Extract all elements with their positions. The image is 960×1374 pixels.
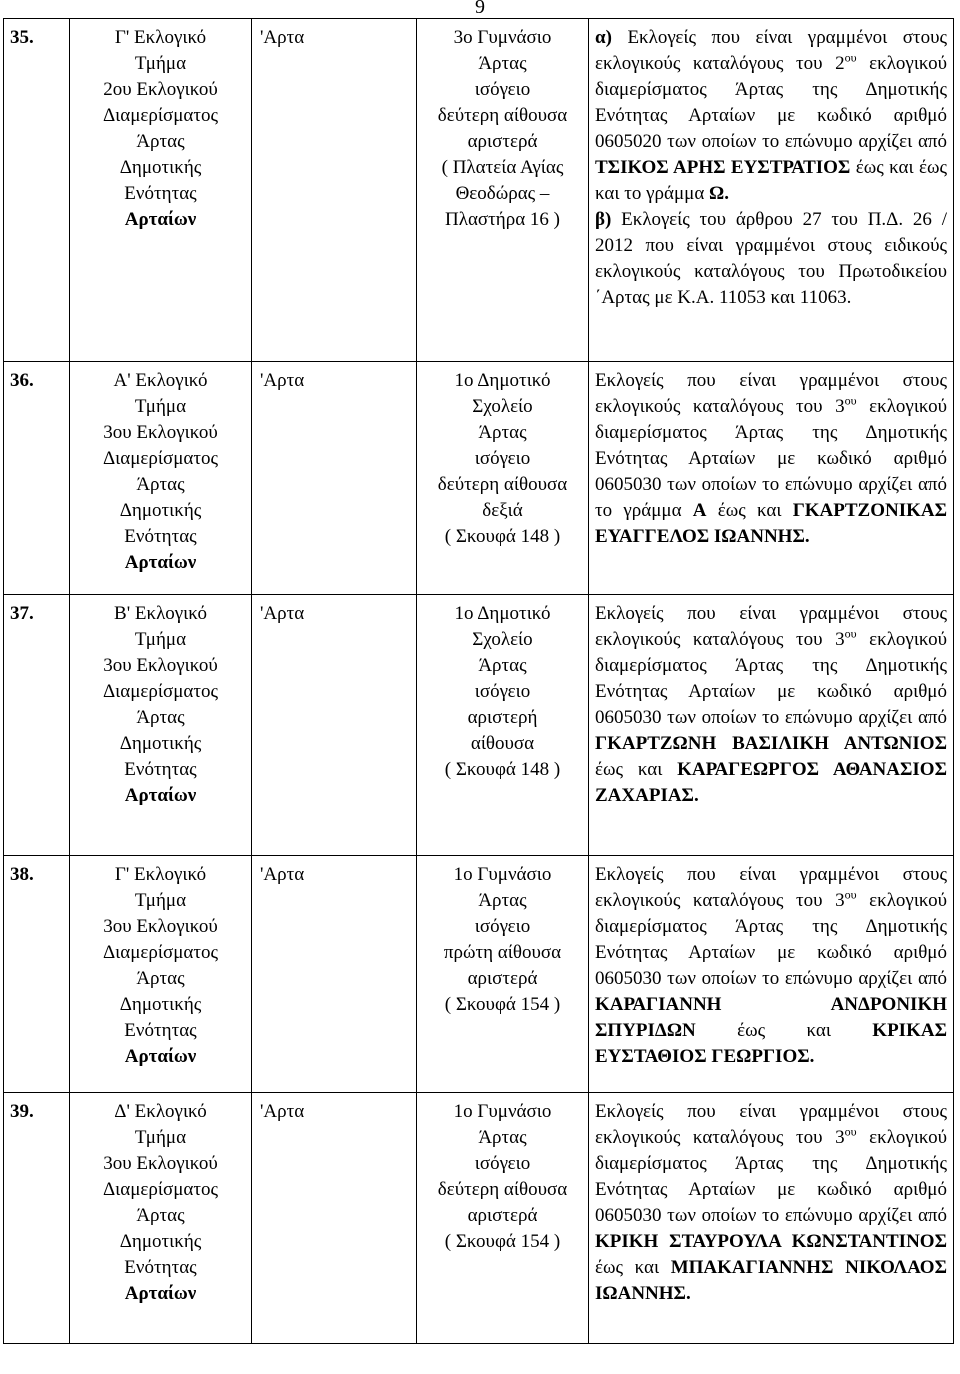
row-number: 36. [4, 362, 70, 595]
surname-from: ΤΣΙΚΟΣ ΑΡΗΣ ΕΥΣΤΡΑΤΙΟΣ [595, 157, 851, 178]
polling-location [417, 19, 589, 362]
town: 'Αρτα [252, 1093, 417, 1344]
voters-description [589, 856, 954, 1093]
location-line: Άρτας [478, 655, 527, 676]
location-line: ισόγειο [474, 916, 531, 937]
location-line: ( Σκουφά 154 ) [444, 994, 561, 1015]
desc-text: εκλογικού διαμερίσματος Άρτας της Δημοτικής Ενότητας Αρταίων με κωδικό αριθμό 0605030 των οποίων το επώνυμο αρχίζει από το γράμμα [595, 396, 947, 521]
section-line: Άρτας [136, 707, 185, 728]
section-line: 3ου Εκλογικού [103, 1153, 218, 1174]
section-line: 2ου Εκλογικού [103, 79, 218, 100]
location-line: Σχολείο [472, 396, 533, 417]
voters-description [589, 19, 954, 362]
location-line: ( Σκουφά 148 ) [444, 759, 561, 780]
desc-text: έως και [737, 1020, 831, 1041]
town: 'Αρτα [252, 362, 417, 595]
section-line: Γ' Εκλογικό [114, 27, 207, 48]
section-line: 3ου Εκλογικού [103, 655, 218, 676]
location-line: 1ο Γυμνάσιο [453, 864, 552, 885]
ordinal-suffix: ου [844, 626, 857, 641]
section-line: Τμήμα [134, 1127, 187, 1148]
surname-to: ΓΚΑΡΤΖΟΝΙΚΑΣ ΕΥΑΓΓΕΛΟΣ ΙΩΑΝΝΗΣ. [595, 500, 948, 547]
surname-from: Α [692, 500, 707, 521]
location-line: αριστερά [467, 131, 538, 152]
section-line: 3ου Εκλογικού [103, 916, 218, 937]
location-line: 1ο Δημοτικό [454, 603, 551, 624]
location-line: Πλαστήρα 16 ) [445, 209, 560, 230]
section-line: Δημοτικής [119, 994, 202, 1015]
desc-text: έως και [595, 759, 663, 780]
town: 'Αρτα [252, 595, 417, 856]
location-line: ( Σκουφά 154 ) [444, 1231, 561, 1252]
location-line: αίθουσα [470, 733, 535, 754]
section-line: Δ' Εκλογικό [114, 1101, 207, 1122]
location-line: 1ο Δημοτικό [454, 370, 551, 391]
label-a: α) [595, 27, 612, 48]
section-line: Διαμερίσματος [102, 448, 219, 469]
section-line: Άρτας [136, 474, 185, 495]
desc-text: έως και έως και το γράμμα [595, 157, 947, 204]
row-number: 37. [4, 595, 70, 856]
polling-location [417, 1093, 589, 1344]
table-row [4, 1093, 954, 1344]
section-line: Ενότητας [124, 1257, 197, 1278]
polling-stations-table [3, 18, 954, 1344]
location-line: Σχολείο [472, 629, 533, 650]
section-line: Ενότητας [124, 759, 197, 780]
desc-text: Εκλογείς που είναι γραμμένοι στους εκλογικούς καταλόγους του 3 [595, 370, 947, 417]
location-line: ισόγειο [474, 79, 531, 100]
section-line: 3ου Εκλογικού [103, 422, 218, 443]
ordinal-suffix: ου [844, 50, 857, 65]
page-number: 9 [475, 0, 485, 18]
location-line: δεξιά [482, 500, 523, 521]
location-line: Άρτας [478, 1127, 527, 1148]
polling-location [417, 856, 589, 1093]
desc-text: έως και [595, 1257, 660, 1278]
surname-to: ΚΑΡΑΓΕΩΡΓΟΣ ΑΘΑΝΑΣΙΟΣ ΖΑΧΑΡΙΑΣ. [595, 759, 948, 806]
location-line: ισόγειο [474, 448, 531, 469]
town: 'Αρτα [252, 19, 417, 362]
table-row [4, 856, 954, 1093]
section-line: Ενότητας [124, 526, 197, 547]
voters-description [589, 595, 954, 856]
label-b: β) [595, 209, 612, 230]
surname-to: ΚΡΙΚΑΣ ΕΥΣΤΑΘΙΟΣ ΓΕΩΡΓΙΟΣ. [595, 1020, 947, 1067]
location-line: δεύτερη αίθουσα [437, 474, 568, 495]
paragraph-a [595, 25, 947, 207]
polling-location [417, 362, 589, 595]
surname-to: ΜΠΑΚΑΓΙΑΝΝΗΣ ΝΙΚΟΛΑΟΣ ΙΩΑΝΝΗΣ. [595, 1257, 947, 1304]
location-line: δεύτερη αίθουσα [437, 105, 568, 126]
section-line: Β' Εκλογικό [114, 603, 207, 624]
desc-text: έως και [717, 500, 782, 521]
section-line: Τμήμα [134, 629, 187, 650]
section-line: Ενότητας [124, 183, 197, 204]
section-line: Τμήμα [134, 890, 187, 911]
section-municipality: Αρταίων [124, 209, 197, 230]
location-line: πρώτη αίθουσα [443, 942, 562, 963]
surname-to: Ω. [709, 183, 729, 204]
desc-text: εκλογικού διαμερίσματος Άρτας της Δημοτικής Ενότητας Αρταίων με κωδικό αριθμό 0605030 των οποίων το επώνυμο αρχίζει από [595, 890, 947, 989]
town: 'Αρτα [252, 856, 417, 1093]
section-line: Τμήμα [134, 396, 187, 417]
ordinal-suffix: ου [844, 393, 857, 408]
section-line: Γ' Εκλογικό [114, 864, 207, 885]
row-number: 39. [4, 1093, 70, 1344]
table-row [4, 362, 954, 595]
section-line: Διαμερίσματος [102, 105, 219, 126]
desc-text: Εκλογείς που είναι γραμμένοι στους εκλογικούς καταλόγους του 3 [595, 1101, 947, 1148]
surname-from: ΚΑΡΑΓΙΑΝΝΗ ΑΝΔΡΟΝΙΚΗ ΣΠΥΡΙΔΩΝ [595, 994, 947, 1041]
section-line: Τμήμα [134, 53, 187, 74]
surname-from: ΓΚΑΡΤΖΩΝΗ ΒΑΣΙΛΙΚΗ ΑΝΤΩΝΙΟΣ [595, 733, 947, 754]
section-municipality: Αρταίων [124, 552, 197, 573]
row-number: 35. [4, 19, 70, 362]
voters-description [589, 1093, 954, 1344]
location-line: ισόγειο [474, 1153, 531, 1174]
desc-text: εκλογικού διαμερίσματος Άρτας της Δημοτικής Ενότητας Αρταίων με κωδικό αριθμό 0605020 των οποίων το επώνυμο αρχίζει από [595, 53, 947, 152]
paragraph [595, 862, 947, 1070]
desc-text: εκλογικού διαμερίσματος Άρτας της Δημοτικής Ενότητας Αρταίων με κωδικό αριθμό 0605030 των οποίων το επώνυμο αρχίζει από [595, 629, 947, 728]
location-line: αριστερά [467, 968, 538, 989]
section-line: Άρτας [136, 968, 185, 989]
ordinal-suffix: ου [844, 1124, 857, 1139]
electoral-section [70, 19, 252, 362]
desc-text: Εκλογείς που είναι γραμμένοι στους εκλογικούς καταλόγους του 2 [595, 27, 947, 74]
section-line: Δημοτικής [119, 500, 202, 521]
voters-description [589, 362, 954, 595]
section-line: Άρτας [136, 1205, 185, 1226]
location-line: Άρτας [478, 422, 527, 443]
desc-text: Εκλογείς που είναι γραμμένοι στους εκλογικούς καταλόγους του 3 [595, 864, 947, 911]
paragraph [595, 601, 947, 809]
location-line: Θεοδώρας – [455, 183, 550, 204]
location-line: ισόγειο [474, 681, 531, 702]
ordinal-suffix: ου [844, 887, 857, 902]
section-municipality: Αρταίων [124, 1283, 197, 1304]
paragraph [595, 1099, 947, 1307]
location-line: 1ο Γυμνάσιο [453, 1101, 552, 1122]
section-line: Α' Εκλογικό [113, 370, 208, 391]
section-line: Δημοτικής [119, 733, 202, 754]
section-municipality: Αρταίων [124, 785, 197, 806]
location-line: ( Πλατεία Αγίας [441, 157, 564, 178]
location-line: δεύτερη αίθουσα [437, 1179, 568, 1200]
surname-from: ΚΡΙΚΗ ΣΤΑΥΡΟΥΛΑ ΚΩΝΣΤΑΝΤΙΝΟΣ [595, 1231, 947, 1252]
section-line: Διαμερίσματος [102, 1179, 219, 1200]
table-row [4, 19, 954, 362]
section-line: Διαμερίσματος [102, 681, 219, 702]
paragraph-b [595, 207, 947, 311]
desc-text: Εκλογείς του άρθρου 27 του Π.Δ. 26 / 2012 που είναι γραμμένοι στους ειδικούς εκλογικούς καταλόγους του Πρωτοδικείου ΄Αρτας με Κ.Α. 11053 και 11063. [595, 209, 947, 308]
location-line: αριστερή [467, 707, 538, 728]
location-line: αριστερά [467, 1205, 538, 1226]
location-line: Άρτας [478, 890, 527, 911]
paragraph [595, 368, 947, 550]
electoral-section [70, 1093, 252, 1344]
electoral-section [70, 595, 252, 856]
desc-text: εκλογικού διαμερίσματος Άρτας της Δημοτικής Ενότητας Αρταίων με κωδικό αριθμό 0605030 των οποίων το επώνυμο αρχίζει από [595, 1127, 947, 1226]
row-number: 38. [4, 856, 70, 1093]
electoral-section [70, 362, 252, 595]
location-line: 3ο Γυμνάσιο [453, 27, 552, 48]
section-municipality: Αρταίων [124, 1046, 197, 1067]
section-line: Άρτας [136, 131, 185, 152]
section-line: Δημοτικής [119, 1231, 202, 1252]
location-line: Άρτας [478, 53, 527, 74]
section-line: Δημοτικής [119, 157, 202, 178]
desc-text: Εκλογείς που είναι γραμμένοι στους εκλογικούς καταλόγους του 3 [595, 603, 947, 650]
electoral-section [70, 856, 252, 1093]
location-line: ( Σκουφά 148 ) [444, 526, 561, 547]
section-line: Ενότητας [124, 1020, 197, 1041]
section-line: Διαμερίσματος [102, 942, 219, 963]
polling-location [417, 595, 589, 856]
table-row [4, 595, 954, 856]
